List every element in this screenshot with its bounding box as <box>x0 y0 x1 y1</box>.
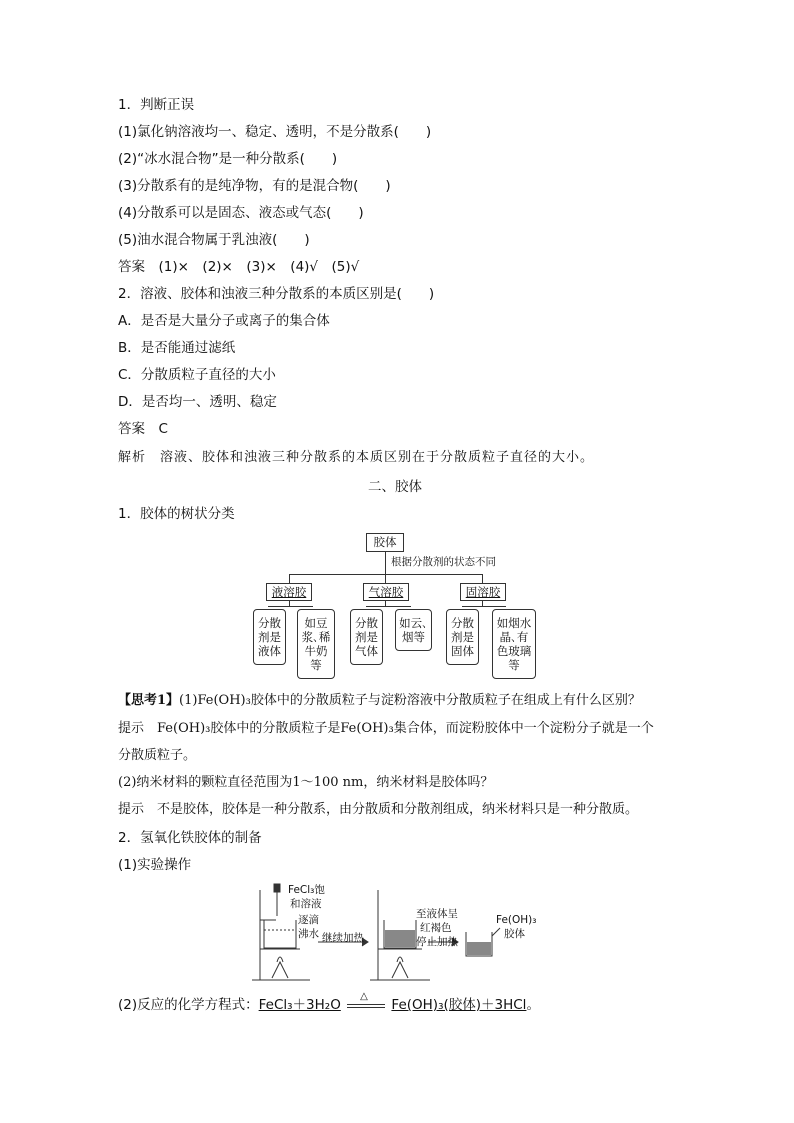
desc-line: 如云､ <box>399 616 428 630</box>
question-2-title: 2．溶液、胶体和浊液三种分散系的本质区别是( ) <box>118 286 435 302</box>
desc-line: 浆､稀 <box>301 630 331 644</box>
statement-5: (5)油水混合物属于乳浊液( ) <box>118 232 310 248</box>
option-d: D．是否均一、透明、稳定 <box>118 394 277 410</box>
label-condition-2: 红褐色 <box>420 922 452 934</box>
desc-line: 固体 <box>451 644 474 658</box>
connector <box>289 574 290 583</box>
equation-products: Fe(OH)₃(胶体)＋3HCl <box>391 997 527 1013</box>
desc-line: 分散 <box>451 616 474 630</box>
think-1-question-2: (2)纳米材料的颗粒直径范围为1～100 nm，纳米材料是胶体吗？ <box>118 775 494 790</box>
tree-basis: 根据分散剂的状态不同 <box>391 556 496 568</box>
desc-line: 分散 <box>355 616 378 630</box>
statement-3: (3)分散系有的是纯净物，有的是混合物( ) <box>118 178 391 194</box>
tree-root: 胶体 <box>366 533 404 552</box>
statement-1: (1)氯化钠溶液均一、稳定、透明，不是分散系( ) <box>118 124 432 140</box>
equation-line <box>118 991 540 1014</box>
option-c: C．分散质粒子直径的大小 <box>118 367 276 383</box>
connector <box>289 574 483 575</box>
desc-line: 等 <box>508 658 520 672</box>
desc-line: 剂是 <box>451 630 474 644</box>
label-product-2: 胶体 <box>504 928 525 940</box>
operation-title: (1)实验操作 <box>118 857 192 873</box>
label-drop: 逐滴 <box>298 914 319 926</box>
label-condition-1: 至液体呈 <box>416 908 458 920</box>
equals-line <box>347 1004 385 1005</box>
think-label: 【思考1】 <box>118 693 180 708</box>
connector <box>385 574 386 583</box>
desc-liquid-example <box>297 609 335 679</box>
option-b: B．是否能通过滤纸 <box>118 340 236 356</box>
equation-end: 。 <box>526 997 540 1013</box>
subheading-tree: 1．胶体的树状分类 <box>118 506 235 522</box>
desc-solid-example <box>492 609 536 679</box>
hint-2: 提示 不是胶体，胶体是一种分散系，由分散质和分散剂组成，纳米材料只是一种分散质。 <box>118 802 639 817</box>
label-reagent-2: 和溶液 <box>290 898 322 910</box>
section-heading: 二、胶体 <box>368 479 422 495</box>
think-1-question: (1)Fe(OH)₃胶体中的分散质粒子与淀粉溶液中分散质粒子在组成上有什么区别？ <box>179 693 641 708</box>
answer-2: 答案 C <box>118 421 168 437</box>
desc-liquid-medium <box>253 609 286 665</box>
equation-prefix: (2)反应的化学方程式： <box>118 997 259 1013</box>
answer-1: 答案 (1)× (2)× (3)× (4)√ (5)√ <box>118 259 360 275</box>
type-liquid-sol: 液溶胶 <box>266 583 312 601</box>
subheading-preparation: 2．氢氧化铁胶体的制备 <box>118 830 262 846</box>
type-gas-sol: 气溶胶 <box>363 583 409 601</box>
label-product: Fe(OH)₃ <box>496 914 537 926</box>
analysis-text: 解析 溶液、胶体和浊液三种分散系的本质区别在于分散质粒子直径的大小。 <box>118 450 595 465</box>
desc-line: 分散 <box>258 616 281 630</box>
hint-1a: 提示 Fe(OH)₃胶体中的分散质粒子是Fe(OH)₃集合体，而淀粉胶体中一个淀粉分子就是一个 <box>118 721 654 736</box>
connector <box>268 606 313 607</box>
label-boil: 沸水 <box>298 928 319 940</box>
connector <box>482 574 483 583</box>
desc-line: 等 <box>310 658 322 672</box>
statement-2: (2)“冰水混合物”是一种分散系( ) <box>118 151 338 167</box>
hint-1b: 分散质粒子。 <box>118 748 197 763</box>
label-step-heat: 继续加热 <box>322 932 364 944</box>
desc-line: 如烟水 <box>496 616 532 630</box>
desc-line: 烟等 <box>402 630 425 644</box>
type-solid-sol: 固溶胶 <box>460 583 506 601</box>
connector <box>385 552 386 574</box>
think-1-line <box>118 692 641 710</box>
statement-4: (4)分散系可以是固态、液态或气态( ) <box>118 205 364 221</box>
label-condition-3: 停止加热 <box>416 936 458 948</box>
desc-line: 液体 <box>258 644 281 658</box>
label-reagent: FeCl₃饱 <box>288 884 325 896</box>
equation-condition <box>345 991 387 1014</box>
heat-symbol: △ <box>360 991 368 1002</box>
option-a: A．是否是大量分子或离子的集合体 <box>118 313 330 329</box>
desc-line: 气体 <box>355 644 378 658</box>
desc-solid-medium <box>446 609 479 665</box>
desc-line: 剂是 <box>258 630 281 644</box>
question-1-title: 1．判断正误 <box>118 97 195 113</box>
desc-line: 如豆 <box>304 616 328 630</box>
desc-line: 剂是 <box>355 630 378 644</box>
desc-line: 色玻璃 <box>496 644 532 658</box>
desc-line: 晶､有 <box>499 630 529 644</box>
equation-reactants: FeCl₃＋3H₂O <box>258 997 341 1013</box>
connector <box>462 606 506 607</box>
desc-line: 牛奶 <box>304 644 328 658</box>
connector <box>366 606 411 607</box>
equals-line <box>347 1007 385 1008</box>
desc-gas-medium <box>350 609 383 665</box>
desc-gas-example <box>395 609 432 651</box>
